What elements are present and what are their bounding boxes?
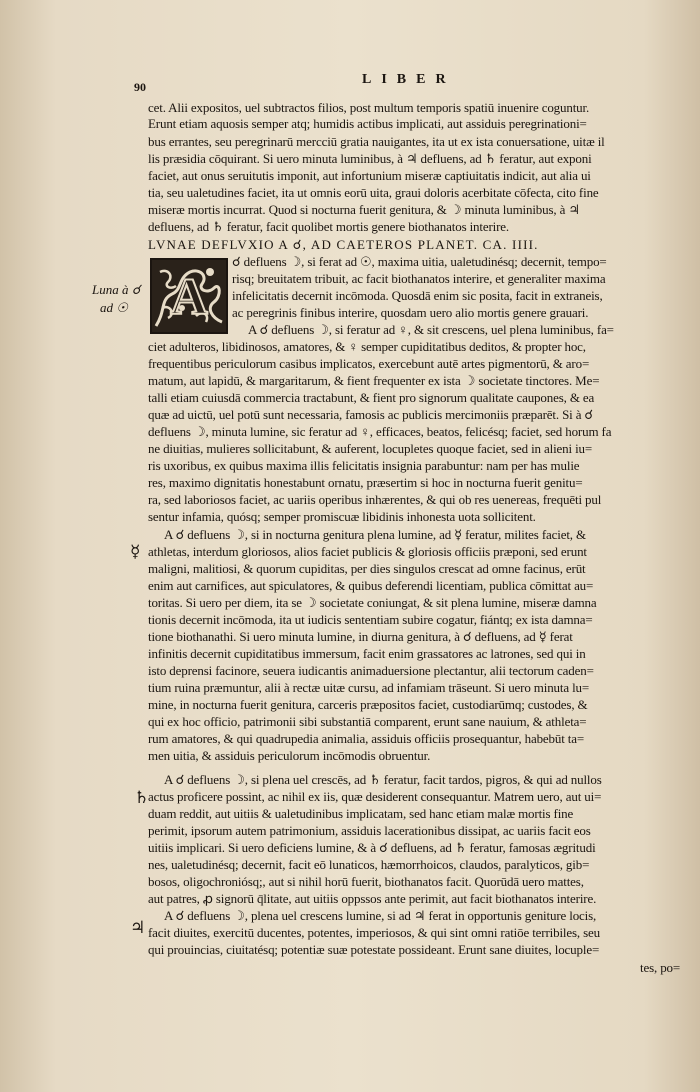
drop-cap-letter: A (170, 269, 208, 326)
text-line: faciet, aut onus seruitutis imponit, aut infortunium miseræ captiuitatis indicit, aut alia ui (148, 168, 591, 183)
text-line: ciet adulteros, libidinosos, amatores, & ♀ semper cupiditatibus deditos, & propter hoc, (148, 339, 586, 354)
text-line: lis præsidia cōquirant. Si uero minuta luminibus, à ♃ defluens, ad ♄ feratur, aut exponi (148, 151, 592, 166)
text-line: infelicitatis decernit incōmoda. Quosdā enim sic posita, facit in extraneis, (232, 288, 603, 303)
text-line: A ☌ defluens ☽, si plena uel crescēs, ad ♄ feratur, facit tardos, pigros, & qui ad nullos (164, 772, 602, 787)
text-line: rum amatores, & qui quadrupedia animalia, assiduis officiis prosequantur, habebūt ta= (148, 731, 585, 746)
text-line: A ☌ defluens ☽, plena uel crescens lumine, si ad ♃ ferat in opportunis geniture locis, (164, 908, 597, 923)
text-line: matum, aut lapidū, & margaritarum, & fient frequenter ex ista ☽ societate tinctores. Me= (148, 373, 600, 388)
decorated-initial (150, 258, 228, 334)
margin-saturn-symbol: ♄ (134, 788, 150, 807)
text-line: uitiis implicari. Si uero deficiens lumine, & à ☌ defluens, ad ♄ feratur, famosas ægritudi (148, 840, 596, 855)
text-line: talli etiam cuiusdā commercia tractabunt, & fient pro signorum qualitate caupones, & ea (148, 390, 595, 405)
text-line: men uitia, & assiduis periculorum incōmodis obruentur. (148, 748, 431, 763)
text-line: qui ex hoc officio, patrimonii sibi substantiā comparent, erunt sane nauium, & athleta= (148, 714, 587, 729)
text-line: duam reddit, aut uitiis & ualetudinibus implicatam, sed hanc etiam malæ mortis fine (148, 806, 574, 821)
text-line: tione biothanathi. Si uero minuta lumine, in diurna genitura, à ☌ defluens, ad ☿ ferat (148, 629, 573, 644)
text-line: enim aut carnifices, aut spiculatores, & quibus deferendi licentiam, publica cōmittat au= (148, 578, 594, 593)
text-line-catchword: tes, po= (640, 960, 681, 975)
text-line: maligni, malitiosi, & quorum cupiditas, per dies singulos crescat ad omne facinus, erūt (148, 561, 586, 576)
text-line: actus proficere possint, ac nihil ex iis, quæ desiderent consequantur. Matrem uero, aut ui= (148, 789, 602, 804)
text-line: infinitis decernit cupiditatibus immersum, facit enim grassatores ac latrones, sed qui in (148, 646, 586, 661)
text-line: ne diuitias, mulieres sollicitabunt, & auferent, locupletes quoque faciet, sed in alieni iu= (148, 441, 593, 456)
text-line: defluens, ad ♄ feratur, facit quolibet mortis genere biothanatos interire. (148, 219, 510, 234)
text-line: A ☌ defluens ☽, si feratur ad ♀, & sit crescens, uel plena luminibus, fa= (248, 322, 614, 337)
text-line: res, maximo dignitatis honestabunt ornatu, præsertim si hoc in nocturna fuerit genitu= (148, 475, 583, 490)
text-line: risq; breuitatem tribuit, ac facit biothanatos interire, et generaliter maxima (232, 271, 606, 286)
text-line: frequentibus periculorum casibus implicatos, exercebunt autē artes pigmentorū, & aro= (148, 356, 590, 371)
text-line: athletas, interdum gloriosos, alios faciet publicis & gloriosis officiis præponi, sed erunt (148, 544, 587, 559)
text-line: isto deprensi facinore, seuera iudicantis animaduersione plectantur, alii tectorum caden= (148, 663, 594, 678)
text-line: facit diuites, exercitū ducentes, potentes, imperiosos, & qui sint omni ratiōe terribiles, seu (148, 925, 600, 940)
text-line: ra, sed laboriosos faciet, ac uariis operibus inhærentes, & qui ob res uenereas, frequēti pul (148, 492, 602, 507)
text-line: quæ ad uictū, uel potū sunt necessaria, famosis ac publicis mercimoniis præparēt. Si à ☌ (148, 407, 594, 422)
margin-mercury-symbol: ☿ (130, 542, 141, 561)
foliage-ornament-icon (152, 260, 226, 332)
text-line: bosos, oligochroniósq;, aut si nihil horū fuerit, biothanatos facit. Quorūdā uero mattes, (148, 874, 584, 889)
text-line: aut patres, ꝓ signorū q̄litate, aut uitiis oppssos ante perimit, aut facit biothanatos interire. (148, 891, 597, 906)
text-line: tium ruina præmuntur, alii à rectæ uitæ cursu, ad infamiam trāseunt. Si uero minuta lu= (148, 680, 590, 695)
text-line: Erunt etiam aquosis semper atq; humidis actibus implicati, aut assiduis peregrinationi= (148, 116, 587, 131)
text-line: perimit, ipsorum autem patrimonium, assiduis lacerationibus dissipat, ac uariis facit eos (148, 823, 591, 838)
margin-jupiter-symbol: ♃ (130, 918, 146, 937)
text-line: mine, in nocturna fuerit genitura, carceris præpositos faciet, custodiarūmq; custodes, & (148, 697, 588, 712)
text-line: cet. Alii expositos, uel subtractos filios, post multum temporis spatiū inuenire coguntur. (148, 100, 590, 115)
folio-number: 90 (134, 80, 146, 94)
text-line: defluens ☽, minuta lumine, sic feratur ad ♀, efficaces, beatos, felicésq; faciet, sed horum fa (148, 424, 612, 439)
text-line: qui prouincias, ciuitatésq; potentiæ suæ potestate possideant. Erunt sane diuites, locuple= (148, 942, 600, 957)
text-line: toritas. Si uero per diem, ita se ☽ societate coniungat, & sit plena lumine, miseræ damna (148, 595, 597, 610)
margin-note-luna-line2: ad ☉ (100, 300, 128, 315)
chapter-heading: LVNAE DEFLVXIO A ☌, AD CAETEROS PLANET. CA. IIII. (148, 237, 539, 252)
text-line: ris uxoribus, ex quibus maxima illis felicitatis insignia parabuntur: nam per has mulie (148, 458, 580, 473)
text-line: tia, seu ualetudines faciet, ita ut omnis eorū uita, graui doloris acerbitate cōfecta, cito fine (148, 185, 599, 200)
text-line: nes, ualetudinésq; decernit, facit eō lunaticos, hæmorrhoicos, claudos, paralyticos, gib= (148, 857, 590, 872)
text-line: tionis decernit incōmoda, ita ut iudicis sententiam subire cogatur, fiántq; ex ista damna= (148, 612, 593, 627)
running-head: LIBER (362, 72, 456, 87)
text-line: bus errantes, seu peregrinarū mercciū gratia nauigantes, ita ut ex ista conuersatione, uitæ il (148, 134, 605, 149)
text-line: A ☌ defluens ☽, si in nocturna genitura plena lumine, ad ☿ feratur, milites faciet, & (164, 527, 586, 542)
margin-note-luna-line1: Luna à ☌ (92, 282, 141, 297)
text-line: ☌ defluens ☽, si ferat ad ☉, maxima uitia, ualetudinésq; decernit, tempo= (232, 254, 607, 269)
text-line: miseræ mortis incurrat. Quod si nocturna fuerit genitura, & ☽ minuta luminibus, à ♃ (148, 202, 580, 217)
text-line: ac peregrinis finibus interire, quosdam uero alio mortis genere grauari. (232, 305, 589, 320)
text-line: sentur infamia, quósq; semper promiscuæ libidinis inhonesta uota sollicitent. (148, 509, 536, 524)
